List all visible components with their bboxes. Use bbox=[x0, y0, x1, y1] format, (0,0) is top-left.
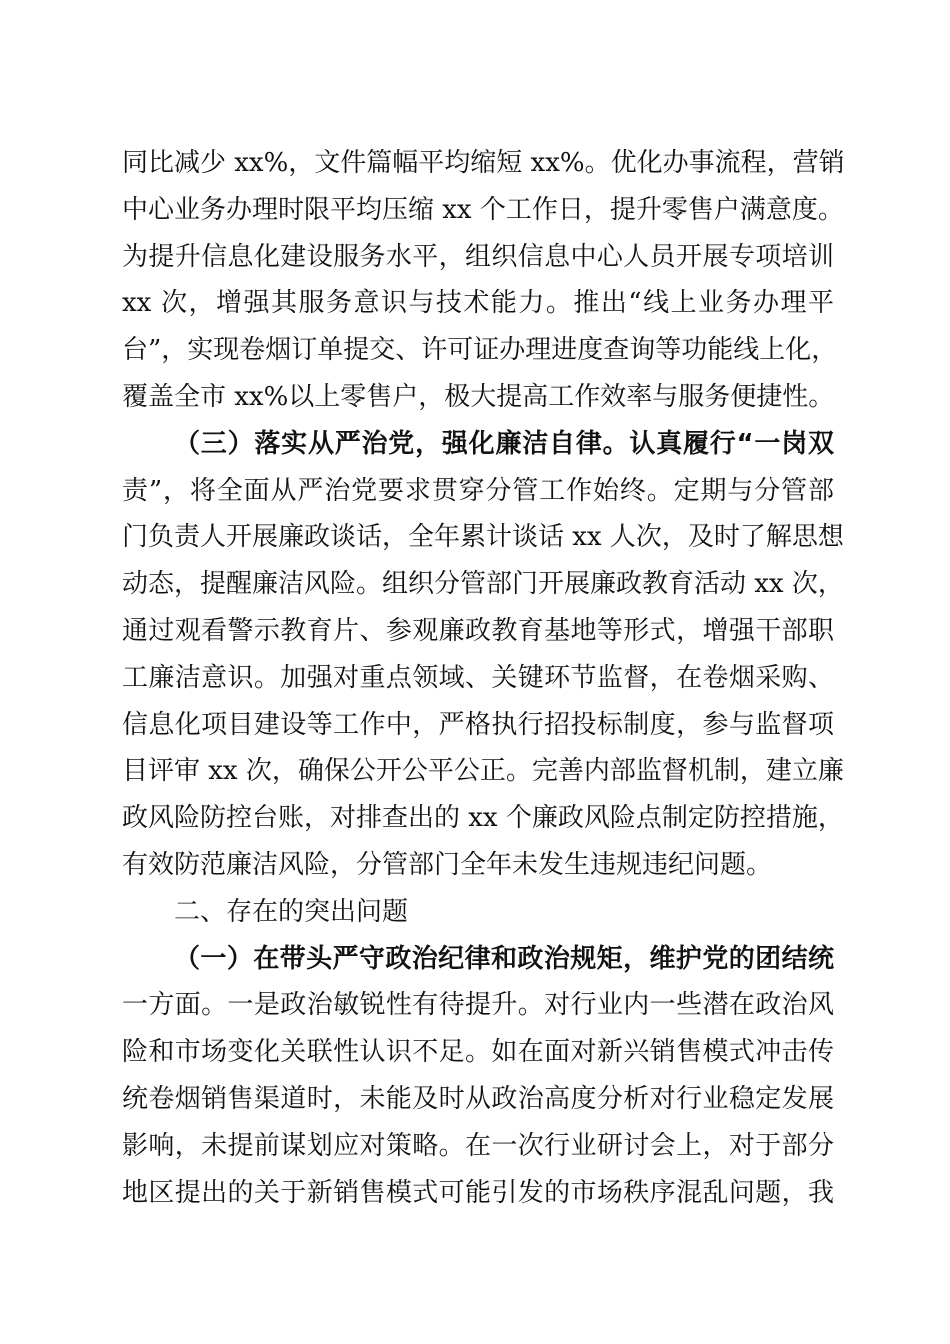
paragraph-line: 台”，实现卷烟订单提交、许可证办理进度查询等功能线上化， bbox=[122, 335, 838, 366]
paragraph-line: xx 次，增强其服务意识与技术能力。推出“线上业务办理平 bbox=[122, 288, 834, 319]
paragraph-line: 统卷烟销售渠道时，未能及时从政治高度分析对行业稳定发展 bbox=[122, 1083, 834, 1114]
section-subheading-line: （三）落实从严治党，强化廉洁自律。认真履行“一岗双 bbox=[174, 428, 834, 459]
paragraph-line: 通过观看警示教育片、参观廉政教育基地等形式，增强干部职 bbox=[122, 615, 834, 646]
paragraph-line: 险和市场变化关联性认识不足。如在面对新兴销售模式冲击传 bbox=[122, 1037, 834, 1068]
paragraph-line: 一方面。一是政治敏锐性有待提升。对行业内一些潜在政治风 bbox=[122, 990, 834, 1021]
document-page bbox=[122, 140, 845, 1216]
paragraph-line: 动态，提醒廉洁风险。组织分管部门开展廉政教育活动 xx 次， bbox=[122, 569, 844, 600]
paragraph-line: 覆盖全市 xx%以上零售户，极大提高工作效率与服务便捷性。 bbox=[122, 381, 835, 412]
paragraph-line: 信息化项目建设等工作中，严格执行招投标制度，参与监督项 bbox=[122, 709, 834, 740]
paragraph-line: 有效防范廉洁风险，分管部门全年未发生违规违纪问题。 bbox=[122, 849, 773, 880]
paragraph-line: 政风险防控台账，对排查出的 xx 个廉政风险点制定防控措施， bbox=[122, 803, 844, 834]
section-heading: 二、存在的突出问题 bbox=[174, 896, 409, 927]
paragraph-line: 门负责人开展廉政谈话，全年累计谈话 xx 人次，及时了解思想 bbox=[122, 522, 844, 553]
paragraph-line: 同比减少 xx%，文件篇幅平均缩短 xx%。优化办事流程，营销 bbox=[122, 148, 845, 178]
paragraph-line: 中心业务办理时限平均压缩 xx 个工作日，提升零售户满意度。 bbox=[122, 194, 844, 225]
section-subheading-line: （一）在带头严守政治纪律和政治规矩，维护党的团结统 bbox=[174, 943, 834, 974]
paragraph-line: 为提升信息化建设服务水平，组织信息中心人员开展专项培训 bbox=[122, 241, 834, 272]
paragraph-line: 工廉洁意识。加强对重点领域、关键环节监督，在卷烟采购、 bbox=[122, 662, 834, 693]
paragraph-line: 目评审 xx 次，确保公开公平公正。完善内部监督机制，建立廉 bbox=[122, 756, 844, 787]
paragraph-line: 地区提出的关于新销售模式可能引发的市场秩序混乱问题，我 bbox=[122, 1177, 834, 1208]
paragraph-line: 责”，将全面从严治党要求贯穿分管工作始终。定期与分管部 bbox=[122, 475, 834, 506]
paragraph-line: 影响，未提前谋划应对策略。在一次行业研讨会上，对于部分 bbox=[122, 1130, 834, 1161]
